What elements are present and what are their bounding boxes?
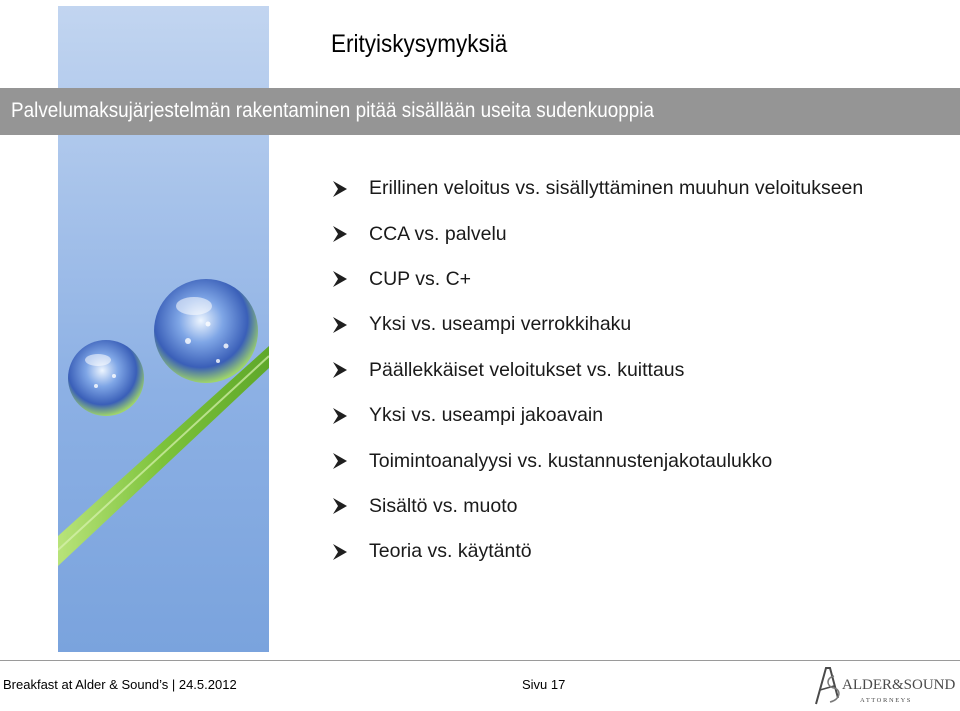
bullet-text: Sisältö vs. muoto [369,494,518,517]
logo-name: ALDER&SOUND [842,677,956,693]
page-number: Sivu 17 [522,677,566,692]
bullet-item [333,348,863,393]
chevron-right-icon [333,362,347,378]
bullet-text: Teoria vs. käytäntö [369,540,532,563]
chevron-right-icon [333,226,347,242]
chevron-right-icon [333,544,347,560]
bullet-item [333,302,863,347]
bullet-text: Päällekkäiset veloitukset vs. kuittaus [369,358,685,381]
subtitle-bar [0,88,960,135]
logo-tagline: A T T O R N E Y S [860,697,911,704]
chevron-right-icon [333,498,347,514]
bullet-item [333,393,863,438]
bullet-text: Erillinen veloitus vs. sisällyttäminen muuhun veloitukseen [369,177,864,200]
chevron-right-icon [333,453,347,469]
bullet-item [333,438,863,483]
chevron-right-icon [333,317,347,333]
slide-title: Erityiskysymyksiä [331,30,508,58]
chevron-right-icon [333,408,347,424]
bullet-item [333,211,863,256]
bullet-item [333,257,863,302]
footer-divider [0,660,960,661]
bullet-text: Toimintoanalyysi vs. kustannustenjakotaulukko [369,449,773,472]
bullet-list [333,166,863,575]
bullet-text: Yksi vs. useampi jakoavain [369,404,604,427]
bullet-item [333,166,863,211]
chevron-right-icon [333,271,347,287]
bullet-text: CUP vs. C+ [369,267,472,290]
bullet-item [333,529,863,574]
bullet-text: CCA vs. palvelu [369,222,507,245]
alder-sound-logo [812,664,958,708]
alder-sound-monogram-icon [816,668,839,704]
footer-event-date: Breakfast at Alder & Sound’s | 24.5.2012 [3,677,237,692]
chevron-right-icon [333,181,347,197]
bullet-text: Yksi vs. useampi verrokkihaku [369,313,632,336]
bullet-item [333,484,863,529]
slide-subtitle: Palvelumaksujärjestelmän rakentaminen pitää sisällään useita sudenkuoppia [11,99,654,122]
